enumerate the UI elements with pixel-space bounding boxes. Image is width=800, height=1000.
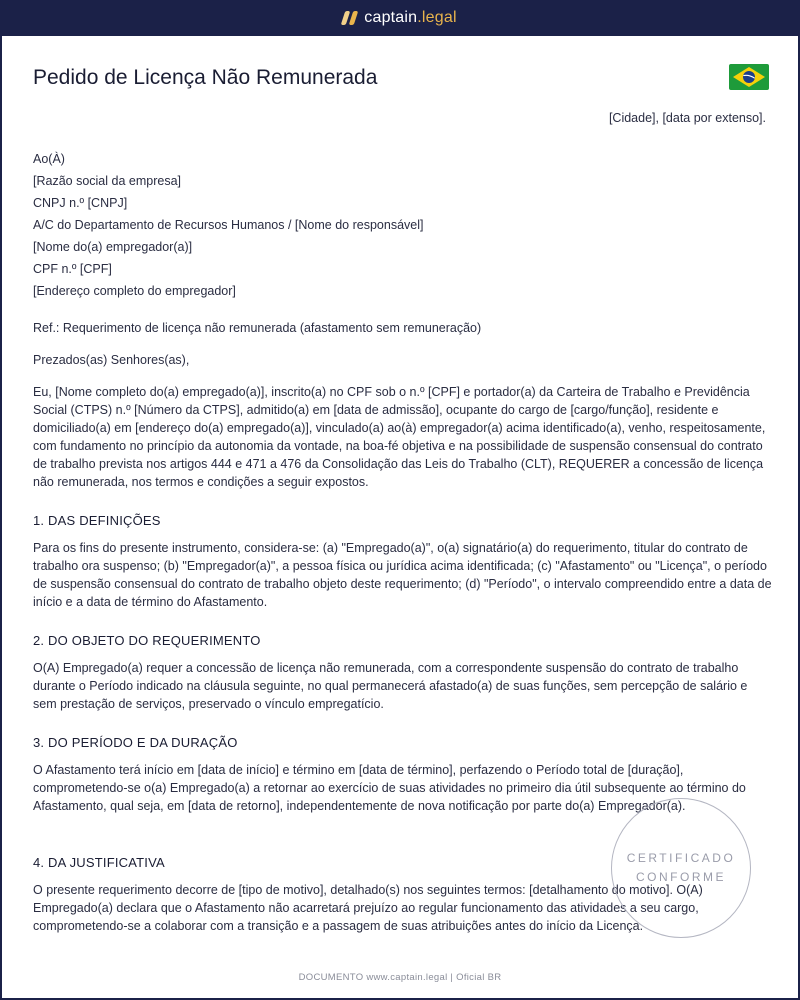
stamp-line: CERTIFICADO <box>626 851 736 865</box>
brand-domain: .legal <box>417 9 457 26</box>
address-line: [Nome do(a) empregador(a)] <box>33 240 193 254</box>
recipient-address <box>33 148 773 302</box>
section-text-object: O(A) Empregado(a) requer a concessão de licença não remunerada, com a correspondente suspensão do contrato de trabalho durante o Período indicado na cláusula seguinte, no qual permanecerá afastado(a) de suas funções, sem percepção de salário e sem prestação de serviços, preservado o vínculo empregatício. <box>33 661 748 711</box>
stamp-line: CONFORME <box>636 870 726 884</box>
section-text-definitions: Para os fins do presente instrumento, considera-se: (a) "Empregado(a)", o(a) signatário(a) do requerimento, titular do contrato de trabalho ora suspenso; (b) "Empregador(a)", a pessoa física ou jurídica acima identificada; (c) "Afastamento" ou "Licença", o período de suspensão consensual do contrato de trabalho objeto deste requerimento; (d) "Período", o intervalo compreendido entre a data de início e a data de término do Afastamento. <box>33 541 772 609</box>
brand-name: captain.legal <box>364 9 457 26</box>
certified-stamp <box>611 798 751 938</box>
dateline: [Cidade], [data por extenso]. <box>608 111 766 125</box>
intro-paragraph: Eu, [Nome completo do(a) empregado(a)], inscrito(a) no CPF sob o n.º [CPF] e portador(a) da Carteira de Trabalho e Previdência Social (CTPS) n.º [Número da CTPS], admitido(a) em [data de admissão], ocupante do cargo de [cargo/função], residente e domiciliado(a) em [endereço do(a) empregado(a)], vinculado(a) ao(à) empregador(a) acima identificado(a), venho, respeitosamente, com fundamento no princípio da autonomia da vontade, na boa-fé objetiva e na possibilidade de suspensão consensual do contrato de trabalho prevista nos artigos 444 e 471 a 476 da Consolidação das Leis do Trabalho (CLT), REQUERER a concessão de licença não remunerada, nos termos e condições a seguir expostos. <box>33 385 766 489</box>
page-footer: DOCUMENTO www.captain.legal | Oficial BR <box>298 972 502 983</box>
section-heading-object: 2. DO OBJETO DO REQUERIMENTO <box>33 633 261 648</box>
address-line: A/C do Departamento de Recursos Humanos / [Nome do responsável] <box>33 218 424 232</box>
section-heading-justification: 4. DA JUSTIFICATIVA <box>33 855 165 870</box>
captain-logo-icon <box>343 11 356 25</box>
brazil-flag-icon <box>729 64 769 90</box>
section-text-period: O Afastamento terá início em [data de início] e término em [data de término], perfazendo o Período total de [duração], comprometendo-se o(a) Empregado(a) a retornar ao exercício de suas atividades no primeiro dia útil subsequente ao término do Afastamento, qual seja, em [data de retorno], independentemente de nova notificação por parte do(a) Empregador(a). <box>33 763 746 813</box>
top-bar <box>0 0 800 36</box>
address-line: [Razão social da empresa] <box>33 174 181 188</box>
address-line: CNPJ n.º [CNPJ] <box>33 196 128 210</box>
greeting: Prezados(as) Senhores(as), <box>33 353 190 367</box>
document-title: Pedido de Licença Não Remunerada <box>33 66 378 89</box>
address-line: Ao(À) <box>33 152 65 166</box>
address-line: CPF n.º [CPF] <box>33 262 112 276</box>
document-page <box>2 36 798 998</box>
section-heading-period: 3. DO PERÍODO E DA DURAÇÃO <box>33 735 238 750</box>
section-text-justification: O presente requerimento decorre de [tipo de motivo], detalhado(s) nos seguintes termos: [detalhamento do motivo]. O(A) Empregado(a) declara que o Afastamento não acarretará prejuízo ao regular funcionamento das atividades a seu cargo, comprometendo-se a colaborar com a transição e a passagem de suas atribuições antes do início da Licença. <box>33 883 703 933</box>
reference-line: Ref.: Requerimento de licença não remunerada (afastamento sem remuneração) <box>33 321 482 335</box>
address-line: [Endereço completo do empregador] <box>33 284 236 298</box>
brand[interactable] <box>343 9 456 27</box>
section-heading-definitions: 1. DAS DEFINIÇÕES <box>33 513 161 528</box>
